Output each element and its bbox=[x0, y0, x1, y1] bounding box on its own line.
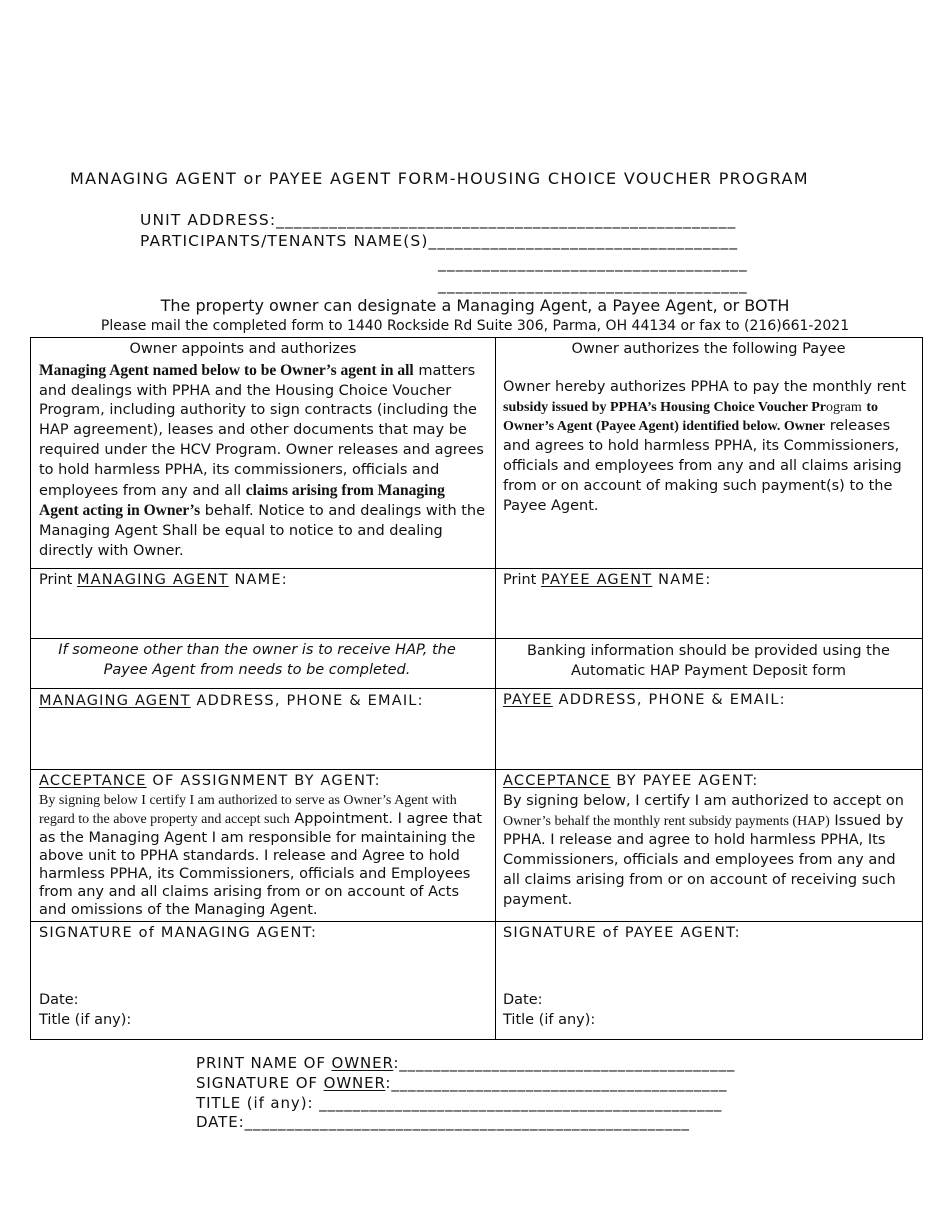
owner-print-prefix: PRINT NAME OF bbox=[196, 1054, 332, 1072]
payee-bold-2: to Owner’s Agent (Payee Agent) identified below. Owner bbox=[503, 399, 879, 435]
payee-bold-1: subsidy issued by PPHA’s Housing Choice Voucher Pr bbox=[503, 399, 826, 415]
owner-word: OWNER bbox=[323, 1074, 386, 1092]
owner-sig-line: :________________________________________ bbox=[385, 1074, 728, 1092]
payee-acceptance-serif: Owner’s behalf the monthly rent subsidy payments (HAP) bbox=[503, 813, 830, 829]
managing-agent-bold-2: claims arising from Managing Agent acting in Owner’s bbox=[39, 481, 445, 520]
address-suffix: ADDRESS, PHONE & EMAIL: bbox=[552, 692, 786, 708]
address-row bbox=[31, 689, 923, 770]
acceptance-suffix: BY PAYEE AGENT: bbox=[610, 773, 759, 789]
payee-text-1: Owner hereby authorizes PPHA to pay the monthly rent bbox=[503, 378, 907, 395]
acceptance-label: ACCEPTANCE bbox=[39, 773, 147, 789]
payee-signature-label: SIGNATURE of PAYEE AGENT: bbox=[503, 925, 741, 941]
print-name-row bbox=[31, 569, 923, 639]
managing-agent-name-field[interactable] bbox=[31, 569, 496, 639]
managing-acceptance-text: Appointment. I agree that as the Managing Agent I am responsible for maintaining the above unit to PPHA standards. I release and Agree to hold harmless PPHA, its Commissioners, officials and Employees from any and all claims arising from or on account of Acts and omissions of the Managing Agent. bbox=[39, 811, 483, 918]
payee-acceptance-text-2: Issued by PPHA. I release and agree to hold harmless PPHA, Its Commissioners, officials and employees from any and all claims arising from or on account of receiving such payment. bbox=[503, 812, 904, 908]
payee-signature-field[interactable] bbox=[496, 922, 923, 1040]
payee-title-label: Title (if any): bbox=[503, 1011, 596, 1028]
payee-agent-label: PAYEE AGENT bbox=[540, 572, 653, 588]
owner-sig-prefix: SIGNATURE OF bbox=[196, 1074, 324, 1092]
left-heading: Owner appoints and authorizes bbox=[129, 341, 357, 357]
acceptance-label: ACCEPTANCE bbox=[503, 773, 611, 789]
managing-title-label: Title (if any): bbox=[39, 1011, 132, 1028]
owner-title-field[interactable]: TITLE (if any): ________________________________________________ bbox=[196, 1094, 723, 1112]
unit-address-field[interactable]: UNIT ADDRESS:____________________________________________________ bbox=[140, 211, 737, 229]
payee-text-2: releases and agrees to hold harmless PPHA, its Commissioners, officials and employees from any and all claims arising from or on account of making such payment(s) to the Payee Agent. bbox=[503, 418, 902, 514]
authorization-row bbox=[31, 338, 923, 569]
managing-agent-text-1: matters and dealings with PPHA and the Housing Choice Voucher Program, including authority to sign contracts (including the HAP agreement), leases and other documents that may be required under the HCV Program. Owner releases and agrees to hold harmless PPHA, its commissioners, officials and employees from any and all bbox=[39, 362, 484, 499]
name-suffix: NAME: bbox=[652, 572, 712, 588]
managing-agent-authorization bbox=[31, 338, 496, 569]
owner-word: OWNER bbox=[331, 1054, 394, 1072]
owner-print-name-field[interactable] bbox=[196, 1054, 735, 1072]
mail-note: Please mail the completed form to 1440 Rockside Rd Suite 306, Parma, OH 44134 or fax to (216)661-2021 bbox=[100, 318, 850, 334]
managing-agent-signature-field[interactable] bbox=[31, 922, 496, 1040]
note-row bbox=[31, 639, 923, 689]
print-prefix: Print bbox=[39, 572, 77, 588]
participants-field[interactable]: PARTICIPANTS/TENANTS NAME(S)___________________________________ bbox=[140, 232, 739, 250]
payee-authorization bbox=[496, 338, 923, 569]
managing-acceptance-serif: By signing below I certify I am authorized to serve as Owner’s Agent with regard to the above property and accept such bbox=[39, 793, 457, 827]
acceptance-suffix: OF ASSIGNMENT BY AGENT: bbox=[146, 773, 381, 789]
banking-note: Banking information should be provided using the Automatic HAP Payment Deposit form bbox=[496, 639, 923, 689]
managing-agent-address-field[interactable] bbox=[31, 689, 496, 770]
signature-row bbox=[31, 922, 923, 1040]
designate-note: The property owner can designate a Managing Agent, a Payee Agent, or BOTH bbox=[160, 296, 790, 315]
participants-line-3[interactable]: ___________________________________ bbox=[438, 276, 748, 294]
payee-acceptance bbox=[496, 770, 923, 922]
owner-print-line: :________________________________________ bbox=[393, 1054, 736, 1072]
managing-agent-text-2: behalf. Notice to and dealings with the Managing Agent Shall be equal to notice to and dealing directly with Owner. bbox=[39, 503, 486, 559]
payee-agent-name-field[interactable] bbox=[496, 569, 923, 639]
agent-form-table bbox=[30, 337, 923, 1040]
managing-date-label: Date: bbox=[39, 991, 79, 1008]
managing-agent-acceptance bbox=[31, 770, 496, 922]
participants-line-2[interactable]: ___________________________________ bbox=[438, 254, 748, 272]
name-suffix: NAME: bbox=[228, 572, 288, 588]
acceptance-row bbox=[31, 770, 923, 922]
owner-date-field[interactable]: DATE:_____________________________________________________ bbox=[196, 1113, 690, 1131]
payee-address-field[interactable] bbox=[496, 689, 923, 770]
payee-label: PAYEE bbox=[503, 692, 553, 708]
print-prefix: Print bbox=[503, 572, 541, 588]
managing-agent-label: MANAGING AGENT bbox=[76, 572, 229, 588]
address-suffix: ADDRESS, PHONE & EMAIL: bbox=[190, 693, 424, 709]
managing-agent-label: MANAGING AGENT bbox=[39, 693, 191, 709]
owner-signature-field[interactable] bbox=[196, 1074, 727, 1092]
payee-serif-1: ogram bbox=[825, 399, 862, 415]
managing-signature-label: SIGNATURE of MANAGING AGENT: bbox=[39, 925, 318, 941]
form-title: MANAGING AGENT or PAYEE AGENT FORM-HOUSING CHOICE VOUCHER PROGRAM bbox=[70, 169, 809, 188]
managing-agent-bold-1: Managing Agent named below to be Owner’s agent in all bbox=[39, 361, 414, 379]
hap-italic-note: If someone other than the owner is to receive HAP, the Payee Agent from needs to be completed. bbox=[31, 639, 496, 689]
right-heading: Owner authorizes the following Payee bbox=[571, 341, 846, 357]
payee-date-label: Date: bbox=[503, 991, 543, 1008]
payee-acceptance-text-1: By signing below, I certify I am authorized to accept on bbox=[503, 792, 904, 809]
